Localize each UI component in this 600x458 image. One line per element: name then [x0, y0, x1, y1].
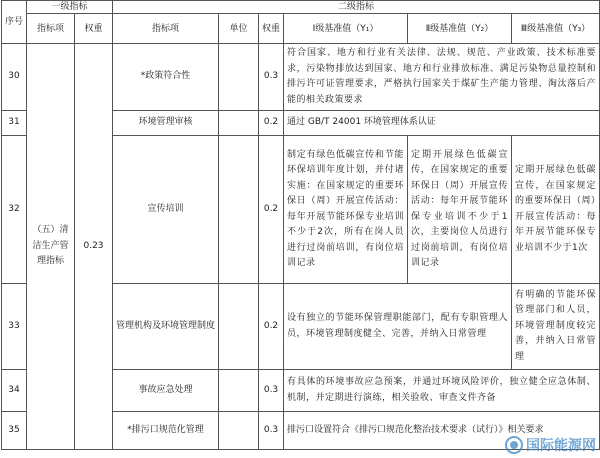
table-row: [2, 44, 600, 111]
header-level-I: Ⅰ级基准值（Y₁）: [284, 14, 408, 44]
row-unit: [219, 370, 259, 412]
row-weight: 0.3: [259, 370, 284, 412]
indicator-table: [1, 0, 600, 450]
group-weight: 0.23: [75, 44, 113, 450]
row-item: 事故应急处理: [113, 370, 219, 412]
row-unit: [219, 412, 259, 450]
row-requirement: 有具体的环境事故应急预案，并通过环境风险评价，独立健全应急体制、机制，并定期进行演练，相关验收、审查文件齐备: [284, 370, 600, 412]
row-weight: 0.2: [259, 136, 284, 284]
row-weight: 0.2: [259, 111, 284, 136]
row-no: 34: [2, 370, 27, 412]
header-level1: 一级指标: [27, 1, 113, 14]
row-no: 30: [2, 44, 27, 111]
header-indicator: 指标项: [27, 14, 75, 44]
row-level-III: 有明确的节能环保管理部门和人员，环境管理制度较完善，并纳入日常管理: [512, 284, 600, 370]
header-unit: 单位: [219, 14, 259, 44]
header-weight: 权重: [75, 14, 113, 44]
row-no: 33: [2, 284, 27, 370]
row-no: 31: [2, 111, 27, 136]
header-indicator2: 指标项: [113, 14, 219, 44]
row-unit: [219, 284, 259, 370]
watermark: [505, 435, 596, 455]
header-level-II: Ⅱ级基准值（Y₂）: [408, 14, 512, 44]
header-seq: 序号: [2, 1, 27, 44]
row-requirement: 排污口设置符合《排污口规范化整治技术要求（试行）》相关要求: [284, 412, 600, 450]
row-level-I: 制定有绿色低碳宣传和节能环保培训年度计划，并付诸实施：在国家规定的重要环保日（周）开展宣传活动：每年开展节能环保专业培训不少于2次，所有在岗人员进行过岗前培训，有岗位培训记录: [284, 136, 408, 284]
row-item: 环境管理审核: [113, 111, 219, 136]
row-item: 宣传培训: [113, 136, 219, 284]
watermark-text: 国际能源网: [526, 438, 596, 454]
header-level2: 二级指标: [113, 1, 600, 14]
row-weight: 0.3: [259, 412, 284, 450]
header-weight2: 权重: [259, 14, 284, 44]
row-item: *排污口规范化管理: [113, 412, 219, 450]
header-level-III: Ⅲ级基准值（Y₃）: [512, 14, 600, 44]
globe-logo-icon: [505, 436, 523, 454]
row-item: *政策符合性: [113, 44, 219, 111]
row-item: 管理机构及环境管理制度: [113, 284, 219, 370]
row-no: 35: [2, 412, 27, 450]
row-requirement: 通过 GB/T 24001 环境管理体系认证: [284, 111, 600, 136]
row-weight: 0.3: [259, 44, 284, 111]
row-level-II: 定期开展绿色低碳宣传，在国家规定的重要环保日（周）开展宣传活动：每年开展节能环保专业培训不少于1次，主要岗位人员进行过岗前培训，有岗位培训记录: [408, 136, 512, 284]
row-unit: [219, 111, 259, 136]
group-name: （五）清洁生产管理指标: [27, 44, 75, 450]
row-level-I-II: 设有独立的节能环保管理职能部门，配有专职管理人员，环境管理制度健全、完善，并纳入日常管理: [284, 284, 512, 370]
row-weight: 0.2: [259, 284, 284, 370]
row-unit: [219, 44, 259, 111]
row-level-III: 定期开展绿色低碳宣传，在国家规定的重要环保日（周）开展宣传活动：每年开展节能环保专业培训不少于1次: [512, 136, 600, 284]
row-requirement: 符合国家、地方和行业有关法律、法规、规范、产业政策、技术标准要求，污染物排放达到国家、地方和行业排放标准、满足污染物总量控制和排污许可证管理要求，严格执行国家关于煤矿生产能力管理、淘汰落后产能的相关政策要求: [284, 44, 600, 111]
row-no: 32: [2, 136, 27, 284]
row-unit: [219, 136, 259, 284]
